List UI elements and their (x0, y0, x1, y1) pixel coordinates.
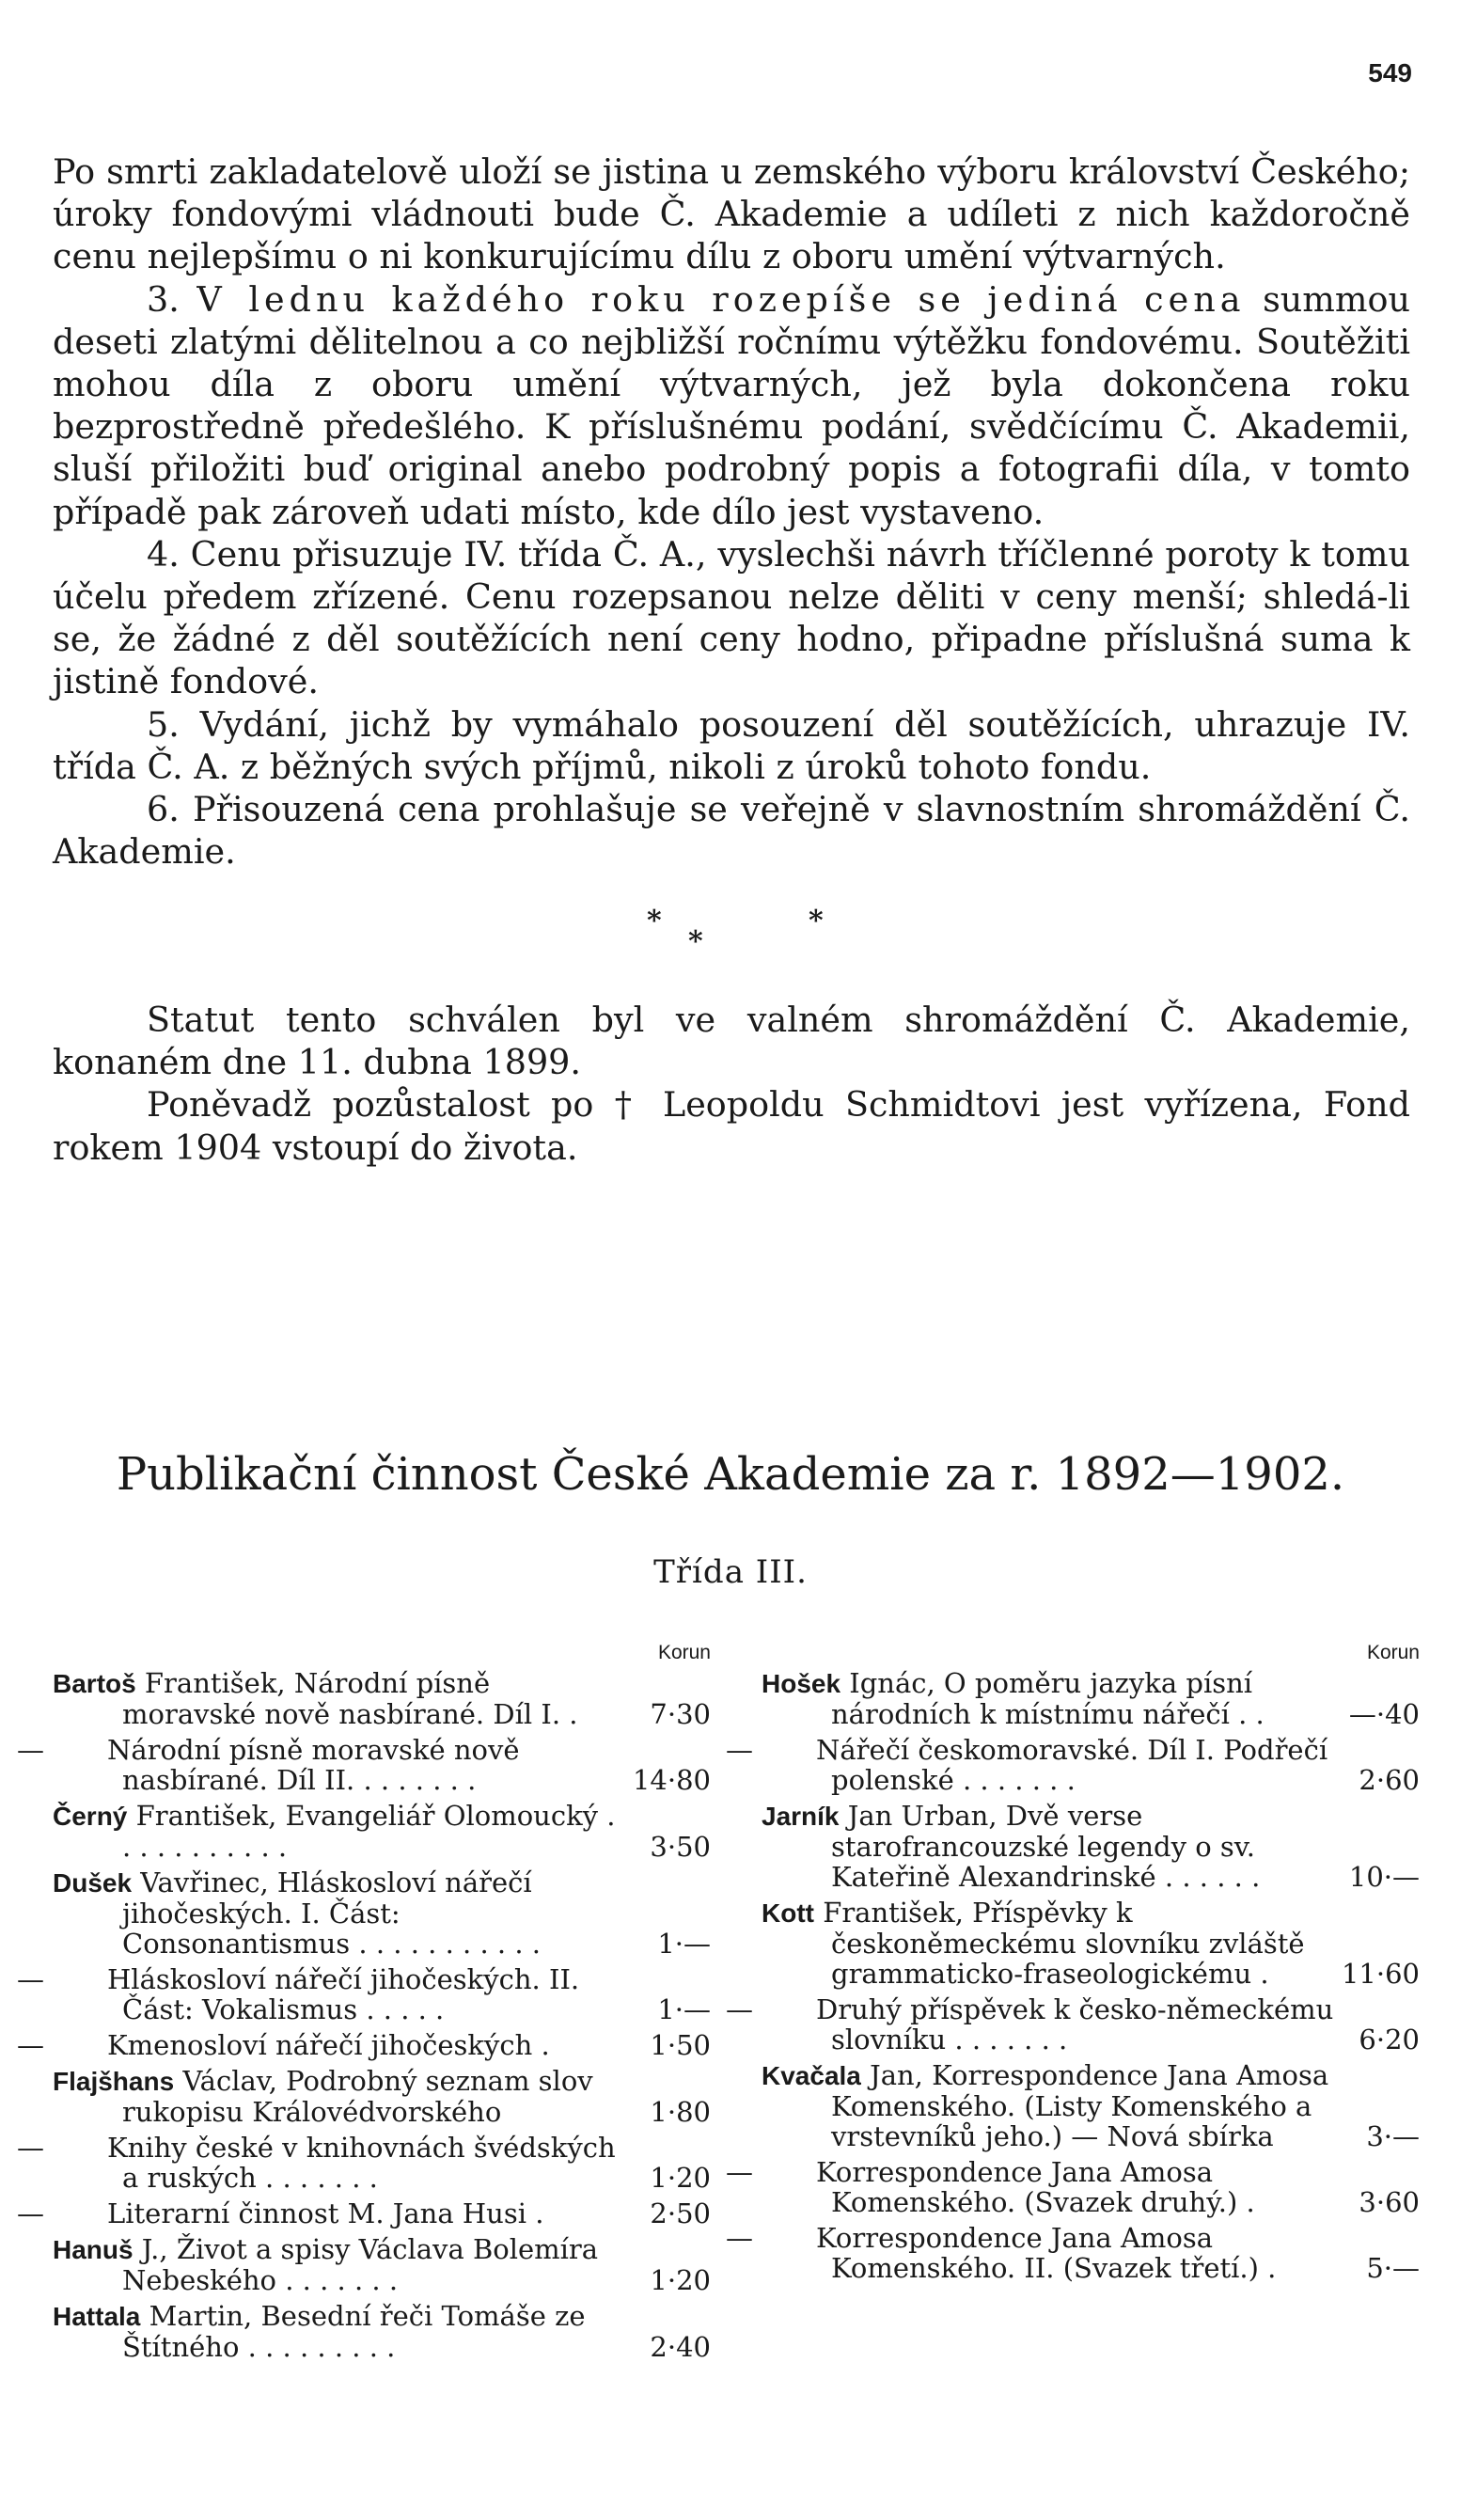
publication-entry (726, 1993, 1420, 2055)
class-heading: Třída III. (653, 1553, 808, 1591)
publication-entry (762, 1668, 1420, 1729)
title-text: Hláskosloví nářečí jihočeských. II. Část: Vokalismus . . . . . (107, 1963, 580, 2025)
title-text: Druhý příspěvek k česko-německému slovníku . . . . . . . (816, 1993, 1334, 2055)
approval-paragraph: Statut tento schválen byl ve valném shromáždění Č. Akademie, konaném dne 11. dubna 1899. (53, 1000, 1410, 1083)
price-value: 7·30 (630, 1699, 711, 1729)
price-value: 3·— (1339, 2121, 1420, 2151)
title-text: Knihy české v knihovnách švédských a ruských . . . . . . . (107, 2132, 616, 2194)
publication-list-left (17, 1638, 711, 2368)
author-name: Flajšhans (53, 2067, 175, 2096)
title-text: František, Příspěvky k českoněmeckému slovníku zvláště grammaticko-fraseologickému . (813, 1897, 1305, 1990)
price-value: —·40 (1339, 1699, 1420, 1729)
publication-title (762, 1668, 1420, 1729)
publication-entry (53, 1668, 711, 1729)
price-value: 1·20 (630, 2163, 711, 2193)
publication-entry (53, 2234, 711, 2295)
author-name: Kvačala (762, 2061, 861, 2090)
price-value: 3·50 (630, 1832, 711, 1862)
title-text: Václav, Podrobný seznam slov rukopisu Královédvorského (122, 2065, 593, 2128)
price-value: 10·— (1339, 1862, 1420, 1892)
publication-title (17, 2132, 711, 2194)
publication-title (53, 1867, 711, 1959)
price-value: 2·60 (1339, 1765, 1420, 1795)
author-name: Jarník (762, 1802, 840, 1831)
asterisk: * (688, 925, 703, 958)
paragraph-6: 6. Přisouzená cena prohlašuje se veřejně v slavnostním shromáždění Č. Akademie. (53, 789, 1410, 873)
price-value: 1·20 (630, 2265, 711, 2295)
publication-title (762, 1898, 1420, 1989)
page-number: 549 (1368, 58, 1412, 87)
title-text: J., Život a spisy Václava Bolemíra Nebeského . . . . . . . (122, 2233, 599, 2296)
title-text: Národní písně moravské nově nasbírané. Díl II. . . . . . . . (107, 1734, 520, 1796)
publication-title (17, 2029, 711, 2061)
ditto-dash: — (726, 1993, 753, 2025)
ditto-dash: — (17, 2197, 44, 2229)
publication-title (762, 1801, 1420, 1892)
publication-entry (726, 2222, 1420, 2284)
statute-body (53, 150, 1410, 873)
publication-entry (53, 2066, 711, 2127)
publication-entry (726, 1734, 1420, 1796)
title-text: Ignác, O poměru jazyka písní národních k místnímu nářečí . . (831, 1667, 1265, 1730)
author-name: Kott (762, 1898, 814, 1928)
asterisk: * (809, 905, 824, 937)
publication-title (17, 1963, 711, 2025)
paragraph-text: summou deseti zlatými dělitelnou a co nejbližší ročnímu výtěžku fondovému. Soutěžiti mohou díla z oboru umění výtvarných, jež byla dokončena roku bezprostředně předešlého. K příslušnému podání, svědčícímu Č. Akademii, sluší přiložiti buď original anebo podrobný popis a fotografii díla, v tomto případě pak zároveň udati místo, kde dílo jest vystaveno. (53, 278, 1411, 532)
paragraph-number: 3. (147, 278, 180, 320)
title-text: Korrespondence Jana Amosa Komenského. (Svazek druhý.) . (816, 2156, 1255, 2218)
publication-entry (17, 2132, 711, 2194)
price-value: 11·60 (1339, 1959, 1420, 1989)
price-value: 3·60 (1339, 2187, 1420, 2217)
author-name: Bartoš (53, 1669, 136, 1698)
publications-heading: Publikační činnost České Akademie za r. 1892—1902. (116, 1448, 1345, 1501)
price-value: 6·20 (1339, 2024, 1420, 2055)
author-name: Dušek (53, 1868, 133, 1898)
publication-title (53, 2301, 711, 2362)
publication-title (726, 2156, 1420, 2218)
publication-list-right (726, 1638, 1420, 2289)
price-value: 1·— (630, 1994, 711, 2024)
price-value: 14·80 (630, 1765, 711, 1795)
publication-title (726, 1993, 1420, 2055)
title-text: Jan Urban, Dvě verse starofrancouzské legendy o sv. Kateřině Alexandrinské . . . . . . (831, 1800, 1261, 1893)
publication-title (726, 2222, 1420, 2284)
title-text: Literarní činnost M. Jana Husi . (107, 2197, 544, 2229)
author-name: Hattala (53, 2302, 141, 2331)
column-header: Korun (1366, 1642, 1420, 1663)
statute-approval (53, 999, 1410, 1169)
ditto-dash: — (17, 2029, 44, 2061)
price-value: 2·50 (630, 2198, 711, 2229)
publication-entry (53, 1801, 711, 1862)
title-text: Kmenosloví nářečí jihočeských . (107, 2029, 550, 2061)
price-value: 2·40 (630, 2332, 711, 2362)
price-value: 1·50 (630, 2030, 711, 2060)
publication-title (17, 1734, 711, 1796)
publication-entry (762, 2060, 1420, 2151)
ditto-dash: — (17, 1963, 44, 1995)
ditto-dash: — (726, 2156, 753, 2188)
paragraph-4: 4. Cenu přisuzuje IV. třída Č. A., vyslechši návrh tříčlenné poroty k tomu účelu předem zřízené. Cenu rozepsanou nelze děliti v ceny menší; shledá-li se, že žádné z děl soutěžících není ceny hodno, připadne příslušná suma k jistině fondové. (53, 533, 1410, 702)
author-name: Hošek (762, 1669, 841, 1698)
title-text: František, Národní písně moravské nově nasbírané. Díl I. . (122, 1667, 578, 1730)
publication-entry (17, 2029, 711, 2061)
fund-start-paragraph: Poněvadž pozůstalost po † Leopoldu Schmidtovi jest vyřízena, Fond rokem 1904 vstoupí do života. (53, 1084, 1410, 1168)
price-value: 5·— (1339, 2253, 1420, 2283)
publication-entry (17, 1734, 711, 1796)
paragraph-2-end: Po smrti zakladatelově uloží se jistina u zemského výboru království Českého; úroky fondovými vládnouti bude Č. Akademie a udíleti z nich každoročně cenu nejlepšímu o ni konkurujícímu dílu z oboru umění výtvarných. (53, 151, 1410, 277)
publication-title (17, 2197, 711, 2229)
title-text: Vavřinec, Hláskosloví nářečí jihočeských. I. Část: Consonantismus . . . . . . . . . . . (122, 1866, 541, 1960)
column-header: Korun (657, 1642, 711, 1663)
publication-entry (726, 2156, 1420, 2218)
spaced-emphasis: V lednu každého roku rozepíše se jediná cena (196, 278, 1246, 320)
publication-title (53, 1801, 711, 1862)
publication-title (53, 1668, 711, 1729)
title-text: František, Evangeliář Olomoucký . . . . . . . . . . . (122, 1800, 616, 1863)
title-text: Korrespondence Jana Amosa Komenského. II. (Svazek třetí.) . (816, 2222, 1277, 2284)
publication-title (726, 1734, 1420, 1796)
publication-entry (53, 1867, 711, 1959)
publication-entry (762, 1801, 1420, 1892)
price-value: 1·— (630, 1929, 711, 1959)
publication-title (53, 2066, 711, 2127)
publication-entry (53, 2301, 711, 2362)
title-text: Martin, Besední řeči Tomáše ze Štítného . . . . . . . . . (122, 2300, 586, 2363)
author-name: Hanuš (53, 2235, 134, 2264)
publication-entry (762, 1898, 1420, 1989)
author-name: Černý (53, 1802, 128, 1831)
publication-entry (17, 1963, 711, 2025)
ditto-dash: — (726, 2222, 753, 2254)
publication-entry (17, 2197, 711, 2229)
title-text: Jan, Korrespondence Jana Amosa Komenského. (Listy Komenského a vrstevníků jeho.) — Nová sbírka (831, 2059, 1329, 2152)
paragraph-5: 5. Vydání, jichž by vymáhalo posouzení děl soutěžících, uhrazuje IV. třída Č. A. z běžných svých příjmů, nikoli z úroků tohoto fondu. (53, 703, 1410, 787)
publication-title (53, 2234, 711, 2295)
asterism-separator (639, 905, 827, 961)
ditto-dash: — (17, 2132, 44, 2164)
publication-title (762, 2060, 1420, 2151)
asterisk: * (647, 905, 662, 937)
paragraph-3 (53, 278, 1410, 533)
ditto-dash: — (17, 1734, 44, 1766)
price-value: 1·80 (630, 2097, 711, 2127)
title-text: Nářečí českomoravské. Díl I. Podřečí polenské . . . . . . . (816, 1734, 1328, 1796)
ditto-dash: — (726, 1734, 753, 1766)
